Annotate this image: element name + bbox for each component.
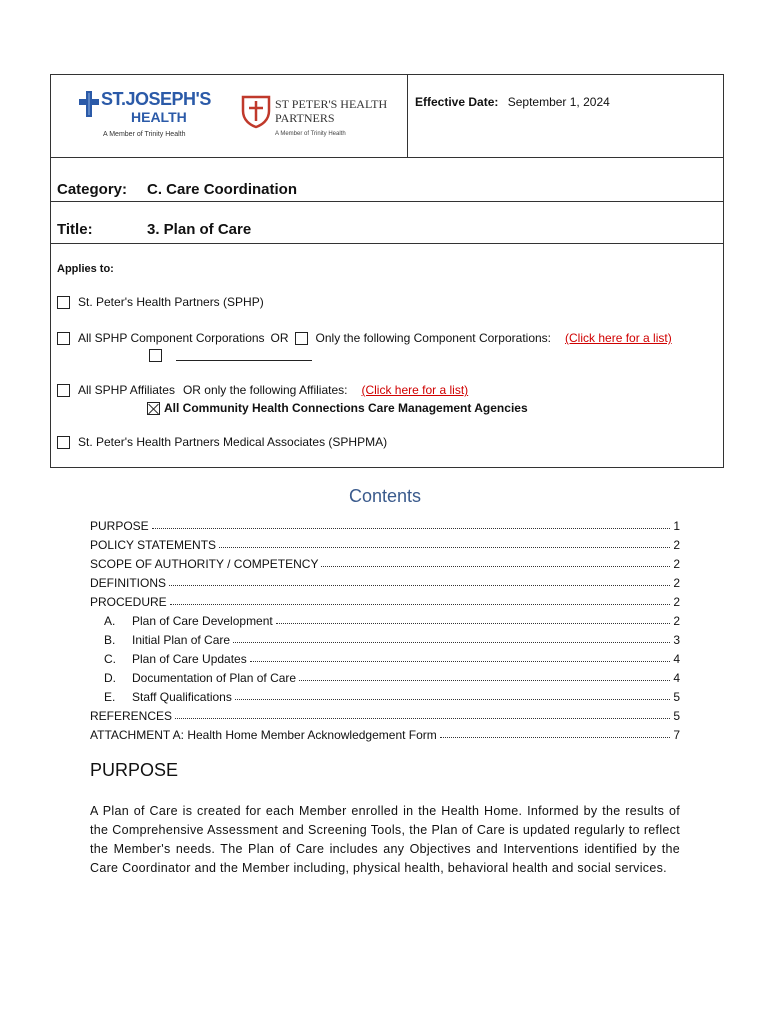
toc-dot-leader	[276, 623, 671, 624]
toc-dot-leader	[152, 528, 671, 529]
component-blank-field[interactable]	[176, 350, 312, 361]
title-value: 3. Plan of Care	[147, 221, 252, 238]
toc-entry[interactable]	[90, 628, 680, 647]
toc-entry[interactable]	[90, 704, 680, 723]
toc-entry-title	[90, 614, 273, 628]
category-value: C. Care Coordination	[147, 181, 298, 198]
st-josephs-logo	[79, 89, 219, 149]
st-peters-logo	[241, 95, 401, 151]
logo-sp-name-line2: PARTNERS	[275, 111, 335, 125]
toc-entry-letter: C.	[104, 652, 116, 666]
toc-entry[interactable]	[90, 666, 680, 685]
toc-entry-page: 4	[673, 671, 680, 685]
toc-dot-leader	[299, 680, 670, 681]
toc-entry-title	[90, 690, 232, 704]
logo-sp-sub: A Member of Trinity Health	[275, 131, 346, 137]
affiliates-or-label: OR only the following Affiliates:	[182, 383, 348, 397]
toc-entry-page: 7	[673, 728, 680, 742]
toc-entry[interactable]	[90, 533, 680, 552]
toc-dot-leader	[219, 547, 670, 548]
toc-entry[interactable]	[90, 609, 680, 628]
toc-dot-leader	[169, 585, 670, 586]
toc-entry-text: Documentation of Plan of Care	[132, 671, 297, 685]
sphpma-checkbox[interactable]	[57, 436, 70, 449]
sphp-checkbox[interactable]	[57, 296, 70, 309]
cross-icon	[79, 91, 99, 117]
toc-entry-text: Plan of Care Updates	[132, 652, 247, 666]
toc-entry[interactable]	[90, 571, 680, 590]
affiliates-all-label: All SPHP Affiliates	[78, 383, 175, 397]
policy-header-table	[50, 74, 724, 468]
toc-entry-page: 3	[673, 633, 680, 647]
toc-dot-leader	[321, 566, 670, 567]
title-row	[51, 201, 723, 244]
shield-icon	[241, 95, 271, 129]
category-row	[51, 157, 723, 202]
toc-entry-title	[90, 519, 149, 533]
affiliates-all-checkbox[interactable]	[57, 384, 70, 397]
toc-entry-page: 5	[673, 709, 680, 723]
effective-date-value: September 1, 2024	[507, 95, 610, 109]
component-or-label: OR	[270, 331, 289, 345]
purpose-heading: PURPOSE	[90, 760, 179, 780]
toc-entry-letter: B.	[104, 633, 116, 647]
contents-heading: Contents	[348, 486, 422, 506]
toc-entry[interactable]	[90, 723, 680, 742]
chc-label: All Community Health Connections Care Management Agencies	[164, 401, 528, 415]
toc-dot-leader	[235, 699, 670, 700]
toc-entry[interactable]	[90, 647, 680, 666]
toc-entry-letter: D.	[104, 671, 116, 685]
logo-sj-sub: A Member of Trinity Health	[103, 131, 186, 138]
toc-entry-page: 5	[673, 690, 680, 704]
toc-entry-title	[90, 633, 230, 647]
effective-date	[415, 95, 610, 109]
toc-entry-title	[90, 557, 318, 571]
toc-entry[interactable]	[90, 514, 680, 533]
option-sphpma	[57, 435, 387, 449]
toc-dot-leader	[170, 604, 671, 605]
component-all-label: All SPHP Component Corporations	[78, 331, 265, 345]
logo-sp-name	[275, 97, 387, 125]
toc-entry-page: 2	[673, 614, 680, 628]
toc-entry-title	[90, 652, 247, 666]
toc-entry-text: ATTACHMENT A: Health Home Member Acknowledgement Form	[90, 728, 437, 742]
effective-date-label: Effective Date:	[415, 95, 499, 109]
toc-entry-letter: A.	[104, 614, 116, 628]
purpose-paragraph: A Plan of Care is created for each Member enrolled in the Health Home. Informed by the results of the Comprehensive Assessment and Screening Tools, the Plan of Care is updated regularly to reflect the Member's needs. The Plan of Care includes any Objectives and Interventions identified by the Care Coordinator and the Member including, physical health, behavioral health and social services.	[90, 804, 680, 875]
category-label: Category:	[57, 181, 128, 198]
toc-dot-leader	[175, 718, 670, 719]
component-all-checkbox[interactable]	[57, 332, 70, 345]
applies-to-label: Applies to:	[57, 263, 114, 275]
option-affiliates	[57, 383, 468, 397]
toc-entry-text: PROCEDURE	[90, 595, 167, 609]
chc-checkbox-checked[interactable]	[147, 402, 160, 415]
toc-entry-page: 1	[673, 519, 680, 533]
toc-entry-text: Plan of Care Development	[132, 614, 273, 628]
component-following-label: Only the following Component Corporations:	[315, 331, 552, 345]
toc-dot-leader	[250, 661, 671, 662]
option-sphp	[57, 295, 264, 309]
toc-entry-title	[90, 671, 296, 685]
toc-entry-text: SCOPE OF AUTHORITY / COMPETENCY	[90, 557, 319, 571]
table-of-contents	[90, 514, 680, 742]
logo-sj-name: ST.JOSEPH'S	[101, 89, 211, 109]
toc-entry-title	[90, 595, 167, 609]
toc-entry-page: 2	[673, 557, 680, 571]
toc-entry-page: 2	[673, 595, 680, 609]
sphpma-label: St. Peter's Health Partners Medical Associates (SPHPMA)	[78, 435, 388, 449]
toc-dot-leader	[233, 642, 670, 643]
logo-sj-health: HEALTH	[131, 109, 187, 125]
toc-entry-text: Staff Qualifications	[132, 690, 232, 704]
toc-entry-text: REFERENCES	[90, 709, 173, 723]
component-blank-option	[149, 349, 312, 362]
toc-entry-page: 2	[673, 576, 680, 590]
affiliates-list-link[interactable]: (Click here for a list)	[361, 383, 469, 397]
option-chc	[147, 401, 528, 415]
toc-entry-text: PURPOSE	[90, 519, 149, 533]
sphp-label: St. Peter's Health Partners (SPHP)	[78, 295, 264, 309]
component-following-checkbox[interactable]	[295, 332, 308, 345]
toc-entry[interactable]	[90, 552, 680, 571]
toc-dot-leader	[440, 737, 671, 738]
component-list-link[interactable]: (Click here for a list)	[565, 331, 672, 345]
toc-entry-title	[90, 728, 437, 742]
toc-entry-text: POLICY STATEMENTS	[90, 538, 217, 552]
logo-cell	[51, 75, 408, 157]
toc-entry-title	[90, 576, 166, 590]
toc-entry-page: 2	[673, 538, 680, 552]
toc-entry[interactable]	[90, 685, 680, 704]
toc-entry-page: 4	[673, 652, 680, 666]
option-component	[57, 331, 672, 345]
logo-row	[51, 75, 723, 158]
toc-entry-text: DEFINITIONS	[90, 576, 167, 590]
component-blank-checkbox[interactable]	[149, 349, 162, 362]
title-label: Title:	[57, 221, 93, 238]
logo-sp-name-line1: ST PETER'S HEALTH	[275, 97, 388, 111]
toc-entry-text: Initial Plan of Care	[132, 633, 231, 647]
toc-entry-title	[90, 538, 216, 552]
toc-entry-letter: E.	[104, 690, 116, 704]
toc-entry[interactable]	[90, 590, 680, 609]
toc-entry-title	[90, 709, 172, 723]
